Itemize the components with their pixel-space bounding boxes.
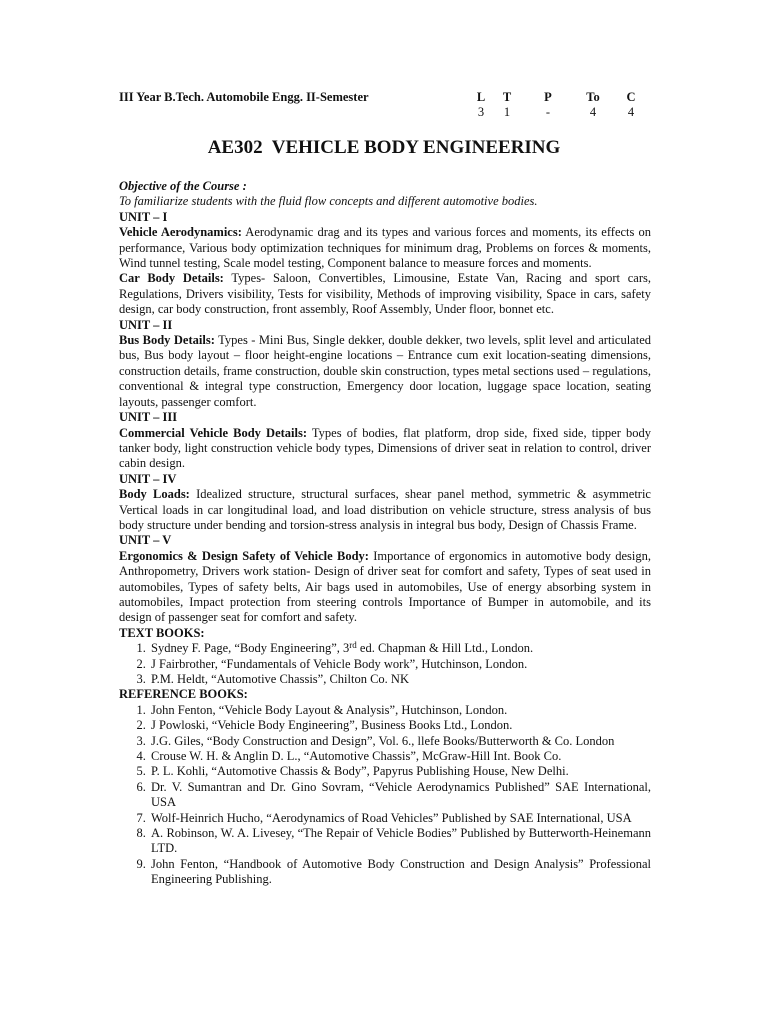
course-header bbox=[119, 90, 649, 122]
credit-c: C 4 bbox=[626, 90, 636, 119]
topic-text: Types of bodies, flat platform, drop side, fixed side, tipper body tanker body, light construction vehicle body types, Dimensions of driver seat in relation to control, driver cabin design. bbox=[119, 425, 651, 471]
credit-t: T 1 bbox=[502, 90, 512, 119]
topic-title: Commercial Vehicle Body Details: bbox=[119, 425, 308, 440]
unit-heading: UNIT – IV bbox=[119, 471, 177, 486]
objective-text: To familiarize students with the fluid flow concepts and different automotive bodies. bbox=[119, 194, 538, 209]
list-item: 4. Crouse W. H. & Anglin D. L., “Automotive Chassis”, McGraw-Hill Int. Book Co. bbox=[149, 749, 651, 764]
list-item: 3. J.G. Giles, “Body Construction and Design”, Vol. 6., llefe Books/Butterworth & Co. London bbox=[149, 734, 651, 749]
unit-heading: UNIT – III bbox=[119, 410, 178, 425]
unit-heading: UNIT – II bbox=[119, 317, 173, 332]
text-books-list bbox=[119, 641, 651, 687]
topic-title: Vehicle Aerodynamics: bbox=[119, 225, 242, 240]
unit-topic bbox=[119, 225, 651, 271]
credit-l: L 3 bbox=[476, 90, 486, 119]
list-item: 1. John Fenton, “Vehicle Body Layout & Analysis”, Hutchinson, London. bbox=[149, 703, 651, 718]
credit-total: To 4 bbox=[586, 90, 600, 119]
topic-text: Types - Mini Bus, Single dekker, double dekker, two levels, split level and articulated bus, Bus body layout – floor height-engine locations – Entrance cum exit location-seating dimensions, construction details, frame construction, double skin construction, types metal sections used – regulations, conventional & integral type construction, Emergency door location, luggage space location, seating layouts, passenger comfort. bbox=[119, 333, 651, 409]
topic-title: Car Body Details: bbox=[119, 271, 224, 286]
list-item: 5. P. L. Kohli, “Automotive Chassis & Body”, Papyrus Publishing House, New Delhi. bbox=[149, 764, 651, 779]
reference-books-list bbox=[119, 703, 651, 888]
list-item: 2. J Powloski, “Vehicle Body Engineering”, Business Books Ltd., London. bbox=[149, 718, 651, 733]
topic-title: Bus Body Details: bbox=[119, 333, 215, 348]
topic-text: Types- Saloon, Convertibles, Limousine, Estate Van, Racing and sport cars, Regulations, Drivers visibility, Tests for visibility, Methods of improving visibility, Space in cars, safety design, car body construction, front assembly, Roof Assembly, Under floor, bonnet etc. bbox=[119, 271, 651, 317]
unit-topic bbox=[119, 333, 651, 410]
unit-heading: UNIT – V bbox=[119, 533, 172, 548]
list-item: 8. A. Robinson, W. A. Livesey, “The Repair of Vehicle Bodies” Published by Butterworth-Heinemann LTD. bbox=[149, 826, 651, 857]
reference-books-heading: REFERENCE BOOKS: bbox=[119, 687, 248, 702]
text-books-heading: TEXT BOOKS: bbox=[119, 625, 205, 640]
credit-p: P - bbox=[544, 90, 552, 119]
course-year-label: III Year B.Tech. Automobile Engg. II-Semester bbox=[119, 90, 369, 104]
list-item: 1. Sydney F. Page, “Body Engineering”, 3rd ed. Chapman & Hill Ltd., London. bbox=[149, 641, 651, 656]
unit-topic bbox=[119, 549, 651, 626]
list-item: 6. Dr. V. Sumantran and Dr. Gino Sovram, “Vehicle Aerodynamics Published” SAE International, USA bbox=[149, 780, 651, 811]
list-item: 3. P.M. Heldt, “Automotive Chassis”, Chilton Co. NK bbox=[149, 672, 651, 687]
syllabus-content bbox=[119, 179, 651, 888]
list-item: 7. Wolf-Heinrich Hucho, “Aerodynamics of Road Vehicles” Published by SAE International, USA bbox=[149, 811, 651, 826]
topic-text: Importance of ergonomics in automotive body design, Anthropometry, Drivers work station- Design of driver seat for comfort and safety, Types of seat used in automobiles, Types of safety belts, Air bags used in automobiles, Use of energy absorbing system in automobiles, Impact protection from steering controls Importance of Bumper in automobile, and its design of passenger seat for comfort and safety. bbox=[119, 548, 651, 625]
unit-topic bbox=[119, 271, 651, 317]
list-item: 2. J Fairbrother, “Fundamentals of Vehicle Body work”, Hutchinson, London. bbox=[149, 657, 651, 672]
unit-topic bbox=[119, 487, 651, 533]
unit-heading: UNIT – I bbox=[119, 209, 168, 224]
course-title: AE302 VEHICLE BODY ENGINEERING bbox=[207, 137, 561, 158]
topic-text: Aerodynamic drag and its types and various forces and moments, its effects on performance, Various body optimization techniques for minimum drag, Problems on forces & moments, Wind tunnel testing, Scale model testing, Component balance to measure forces and moments. bbox=[119, 225, 651, 271]
topic-title: Body Loads: bbox=[119, 487, 190, 502]
list-item: 9. John Fenton, “Handbook of Automotive Body Construction and Design Analysis” Professional Engineering Publishing. bbox=[149, 857, 651, 888]
topic-text: Idealized structure, structural surfaces, shear panel method, symmetric & asymmetric Vertical loads in car longitudinal load, and load distribution on vehicle structure, stress analysis of bus body structure under bending and torsion-stress analysis in integral bus body, Design of Chassis Frame. bbox=[119, 487, 651, 532]
topic-title: Ergonomics & Design Safety of Vehicle Body: bbox=[119, 548, 369, 563]
unit-topic bbox=[119, 426, 651, 472]
objective-label: Objective of the Course : bbox=[119, 179, 247, 193]
